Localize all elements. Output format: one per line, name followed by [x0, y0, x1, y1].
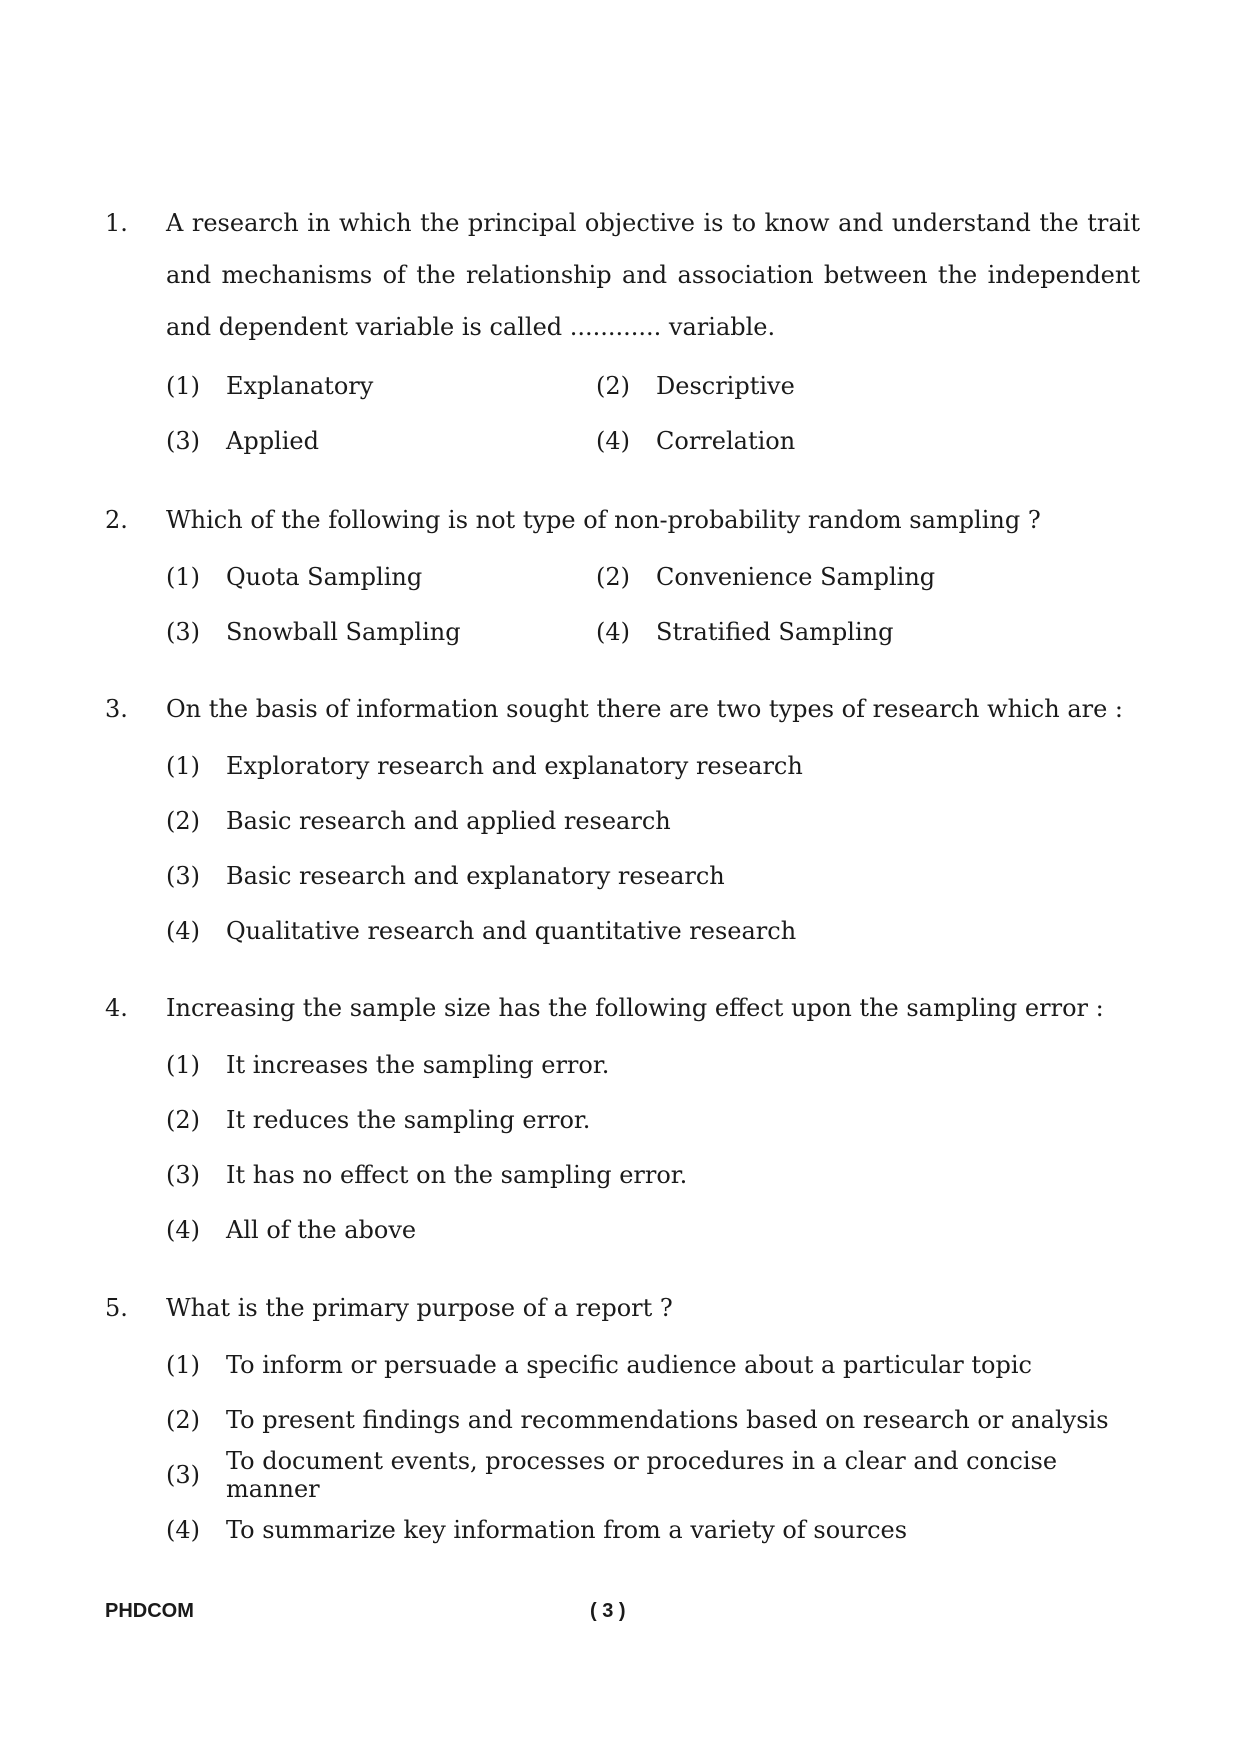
option-4[interactable]: [596, 618, 893, 646]
option-number: (2): [166, 806, 200, 835]
option-4[interactable]: [166, 917, 796, 945]
option-1[interactable]: [166, 372, 596, 400]
option-1[interactable]: [166, 1351, 1032, 1379]
option-1[interactable]: [166, 563, 596, 591]
option-4[interactable]: [166, 1516, 907, 1544]
option-number: (1): [166, 1050, 200, 1079]
option-number: (3): [166, 617, 200, 646]
option-4[interactable]: [596, 427, 795, 455]
option-text: To summarize key information from a variety of sources: [226, 1515, 908, 1544]
question-number: 5.: [105, 1294, 128, 1322]
option-text: All of the above: [226, 1215, 417, 1244]
option-number: (1): [166, 751, 200, 780]
option-text: It has no effect on the sampling error.: [226, 1160, 688, 1189]
page-number: ( 3 ): [590, 1600, 626, 1622]
page-footer: [0, 1600, 1241, 1630]
question-text: What is the primary purpose of a report ?: [166, 1294, 673, 1322]
option-number: (3): [166, 1460, 200, 1489]
option-number: (4): [596, 617, 630, 646]
option-text: Correlation: [656, 426, 796, 455]
option-text: Qualitative research and quantitative research: [226, 916, 797, 945]
question-number: 2.: [105, 506, 128, 534]
option-2[interactable]: [166, 807, 671, 835]
option-3[interactable]: [166, 427, 596, 455]
question-number: 3.: [105, 695, 128, 723]
question-number: 4.: [105, 994, 128, 1022]
option-number: (4): [166, 1215, 200, 1244]
question-number: 1.: [105, 209, 128, 237]
option-number: (2): [166, 1405, 200, 1434]
question-2: [105, 494, 1140, 659]
option-text: Explanatory: [226, 371, 374, 400]
option-number: (3): [166, 861, 200, 890]
option-number: (1): [166, 1350, 200, 1379]
option-3[interactable]: [166, 862, 725, 890]
option-2[interactable]: [166, 1406, 1109, 1434]
option-text: Applied: [226, 426, 319, 455]
option-3[interactable]: [166, 618, 596, 646]
option-1[interactable]: [166, 752, 803, 780]
option-number: (3): [166, 1160, 200, 1189]
option-3[interactable]: [166, 1447, 1140, 1503]
option-number: (4): [166, 916, 200, 945]
option-text: To inform or persuade a specific audience about a particular topic: [226, 1350, 1032, 1379]
option-text: It reduces the sampling error.: [226, 1105, 591, 1134]
option-text: It increases the sampling error.: [226, 1050, 610, 1079]
option-text: Descriptive: [656, 371, 795, 400]
question-text: Which of the following is not type of non-probability random sampling ?: [166, 506, 1041, 534]
option-text: Basic research and applied research: [226, 806, 671, 835]
question-5: [105, 1282, 1140, 1557]
option-2[interactable]: [596, 563, 935, 591]
option-number: (2): [596, 371, 630, 400]
option-text: Stratified Sampling: [656, 617, 894, 646]
option-text: To document events, processes or procedures in a clear and concise manner: [226, 1446, 1058, 1503]
option-1[interactable]: [166, 1051, 609, 1079]
question-text: A research in which the principal objective is to know and understand the trait and mechanisms of the relationship and association between the independent and dependent variable is called ............ variable.: [166, 209, 1140, 341]
question-1: [105, 197, 1140, 468]
question-text: On the basis of information sought there are two types of research which are :: [166, 695, 1124, 723]
option-text: Basic research and explanatory research: [226, 861, 725, 890]
option-number: (2): [596, 562, 630, 591]
question-text: Increasing the sample size has the following effect upon the sampling error :: [166, 994, 1104, 1022]
option-2[interactable]: [596, 372, 795, 400]
option-number: (2): [166, 1105, 200, 1134]
option-text: Quota Sampling: [226, 562, 423, 591]
question-3: [105, 683, 1140, 958]
option-text: Convenience Sampling: [656, 562, 936, 591]
option-text: Exploratory research and explanatory research: [226, 751, 803, 780]
option-number: (3): [166, 426, 200, 455]
option-number: (1): [166, 371, 200, 400]
option-number: (1): [166, 562, 200, 591]
paper-code: PHDCOM: [105, 1600, 194, 1622]
option-text: Snowball Sampling: [226, 617, 461, 646]
question-4: [105, 982, 1140, 1257]
option-number: (4): [166, 1515, 200, 1544]
option-text: To present findings and recommendations based on research or analysis: [226, 1405, 1109, 1434]
option-2[interactable]: [166, 1106, 590, 1134]
option-4[interactable]: [166, 1216, 416, 1244]
option-3[interactable]: [166, 1161, 687, 1189]
option-number: (4): [596, 426, 630, 455]
